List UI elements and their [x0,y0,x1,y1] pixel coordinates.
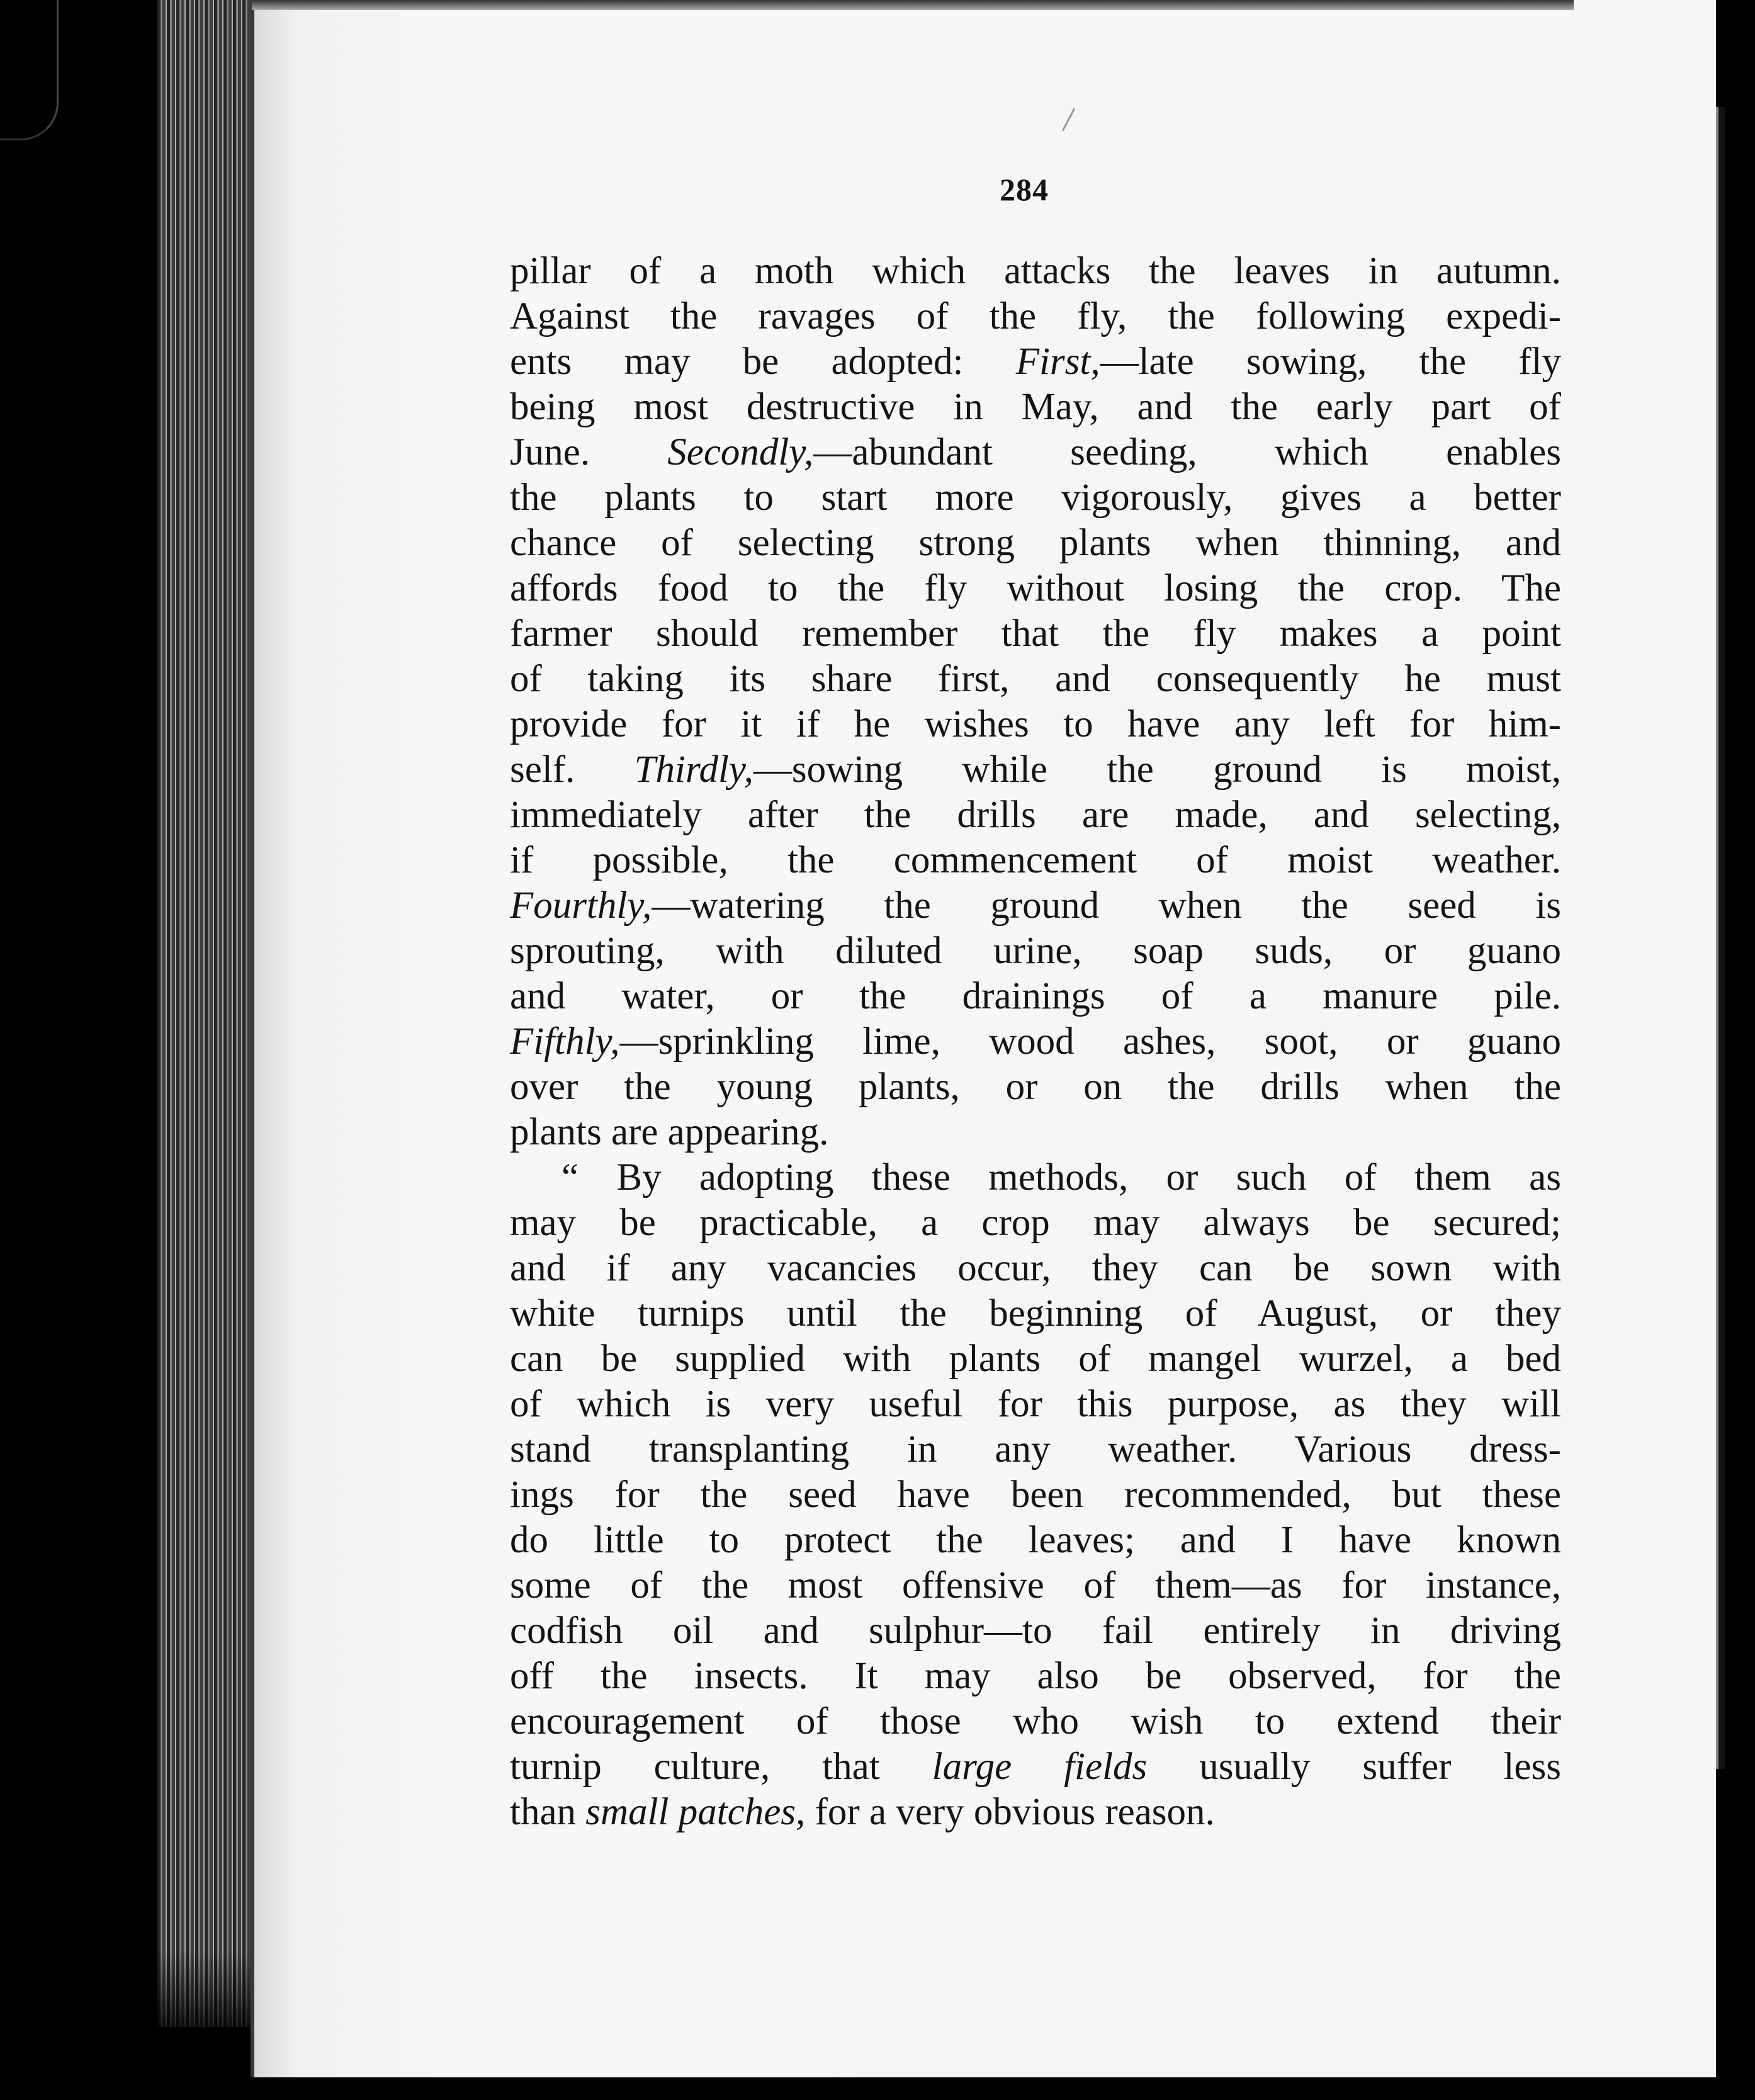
text-line [510,793,1561,838]
italic-text-run: large fields [932,1746,1148,1788]
text-line [510,294,1561,339]
text-line [510,1291,1561,1336]
text-run: turnip culture, that [510,1746,932,1788]
paragraph [510,1155,1561,1835]
text-run: than [510,1791,586,1833]
text-line [510,1336,1561,1382]
text-run: can be supplied with plants of mangel wurzel, a bed [510,1338,1561,1380]
right-page-edge [1716,0,1755,2100]
text-line [510,1110,1561,1155]
text-run: “ By adopting these methods, or such of them as [561,1156,1561,1199]
text-run: —abundant seeding, which enables [813,431,1561,473]
text-run: immediately after the drills are made, and selecting, [510,794,1561,836]
text-line [510,883,1561,929]
text-run: self. [510,748,635,791]
text-line [510,838,1561,883]
text-run: and if any vacancies occur, they can be sown with [510,1247,1561,1289]
text-run: white turnips until the beginning of August, or they [510,1292,1561,1335]
text-line [510,475,1561,521]
scan-margin-mark [0,0,59,140]
text-line [510,1427,1561,1472]
text-line [510,1699,1561,1744]
text-line [510,249,1561,294]
text-line [510,1019,1561,1064]
text-line [510,1654,1561,1699]
book-page-edges [157,0,258,2027]
text-run: some of the most offensive of them—as for instance, [510,1564,1561,1606]
italic-text-run: First, [1015,341,1100,383]
text-run: provide for it if he wishes to have any left for him- [510,703,1561,745]
text-run: chance of selecting strong plants when thinning, and [510,522,1561,564]
text-run: of which is very useful for this purpose, as they will [510,1383,1561,1425]
text-line [510,702,1561,747]
page-number: 284 [1000,172,1049,207]
text-run: farmer should remember that the fly makes a point [510,612,1561,655]
text-run: ents may be adopted: [510,341,1016,383]
text-run: affords food to the fly without losing the crop. The [510,567,1561,609]
text-line [510,747,1561,793]
text-run: —sprinkling lime, wood ashes, soot, or guano [619,1020,1561,1063]
text-line [510,521,1561,566]
text-line [510,339,1561,385]
text-run: sprouting, with diluted urine, soap suds, or guano [510,930,1561,972]
italic-text-run: small patches, [585,1791,806,1833]
body-text [510,249,1561,1835]
text-line [510,929,1561,974]
text-line [510,1563,1561,1608]
text-line [510,1064,1561,1110]
text-run: the plants to start more vigorously, gives a better [510,477,1561,519]
text-line [510,1518,1561,1563]
text-line [510,1246,1561,1291]
italic-text-run: Fourthly, [510,884,652,927]
text-run: do little to protect the leaves; and I have known [510,1519,1561,1561]
text-line [510,1790,1561,1835]
text-run: ings for the seed have been recommended, but these [510,1474,1561,1516]
text-line [510,1155,1561,1200]
text-run: for a very obvious reason. [805,1791,1215,1833]
text-line [510,1744,1561,1790]
text-run: stand transplanting in any weather. Various dress- [510,1428,1561,1471]
text-run: off the insects. It may also be observed, for the [510,1655,1561,1697]
text-run: of taking its share first, and consequently he must [510,658,1561,700]
text-run: being most destructive in May, and the early part of [510,386,1561,428]
text-line [510,430,1561,475]
text-run: Against the ravages of the fly, the following expedi- [510,295,1561,337]
italic-text-run: Thirdly, [634,748,753,791]
text-run: over the young plants, or on the drills when the [510,1066,1561,1108]
text-run: June. [510,431,668,473]
text-run: encouragement of those who wish to extend their [510,1700,1561,1742]
text-line [510,1200,1561,1246]
text-run: may be practicable, a crop may always be secured; [510,1202,1561,1244]
text-line [510,1382,1561,1427]
text-run: codfish oil and sulphur—to fail entirely in driving [510,1610,1561,1652]
text-run: —sowing while the ground is moist, [753,748,1561,791]
text-run: pillar of a moth which attacks the leaves in autumn. [510,250,1561,292]
text-line [510,1608,1561,1654]
text-line [510,1472,1561,1518]
page-top-edge [252,0,1574,10]
italic-text-run: Fifthly, [510,1020,620,1063]
text-line [510,566,1561,611]
text-line [510,611,1561,657]
italic-text-run: Secondly, [667,431,814,473]
text-run: —late sowing, the fly [1100,341,1562,383]
text-line [510,974,1561,1019]
text-run: plants are appearing. [510,1111,829,1153]
text-line [510,385,1561,430]
text-run: usually suffer less [1147,1746,1561,1788]
text-run: if possible, the commencement of moist weather. [510,839,1561,881]
text-run: —watering the ground when the seed is [652,884,1561,927]
paragraph [510,249,1561,1155]
text-run: and water, or the drainings of a manure pile. [510,975,1561,1017]
text-line [510,657,1561,702]
